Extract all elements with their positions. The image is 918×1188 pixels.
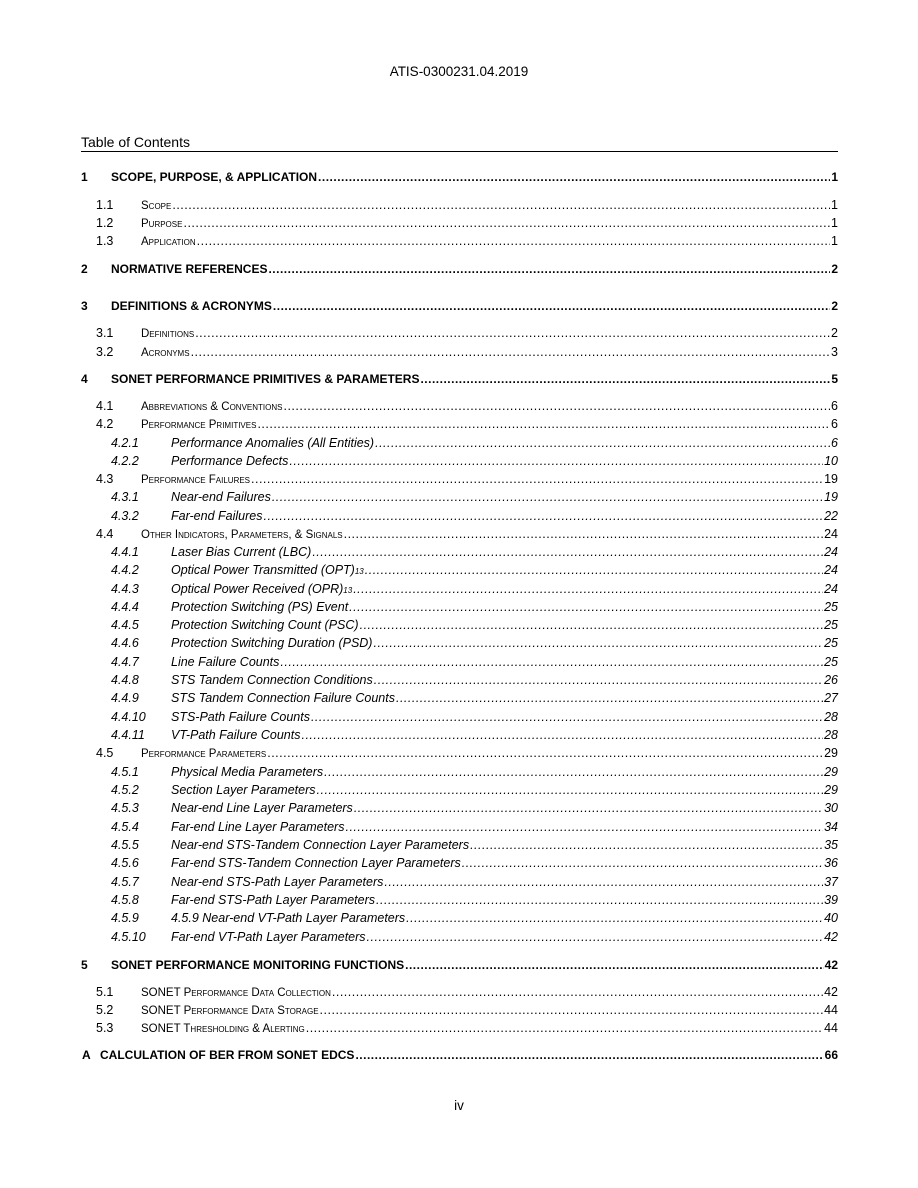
dot-leader [267, 746, 823, 760]
toc-entry[interactable]: 4.4.2 Optical Power Transmitted (OPT) 13 ..... 24 [81, 563, 838, 581]
toc-entry-title: NORMATIVE REFERENCES [111, 262, 268, 276]
dot-leader [420, 372, 830, 386]
toc-entry[interactable] [81, 820, 838, 838]
toc-entry[interactable] [81, 509, 838, 527]
toc-entry[interactable] [81, 911, 838, 929]
toc-entry-number: 1.3 [96, 234, 114, 248]
dot-leader [251, 472, 823, 486]
toc-entry[interactable] [81, 326, 838, 344]
dot-leader [344, 527, 823, 541]
dot-leader [268, 262, 830, 276]
toc-entry-page: 35 [824, 838, 838, 852]
toc-entry-number: 4.4.8 [111, 673, 139, 687]
toc-entry[interactable] [81, 691, 838, 709]
toc-entry-page: 28 [824, 710, 838, 724]
toc-entry-title: Purpose [141, 218, 183, 230]
toc-entry-page: 39 [824, 893, 838, 907]
dot-leader [280, 655, 823, 669]
toc-entry-page: 44 [824, 1021, 838, 1035]
toc-entry-number: 4.2.2 [111, 454, 139, 468]
toc-entry[interactable] [81, 1003, 838, 1021]
toc-entry-title: SONET Thresholding & Alerting [141, 1023, 305, 1035]
toc-entry-page: 29 [824, 765, 838, 779]
dot-leader [272, 490, 823, 504]
toc-entry-number: 4.3.2 [111, 509, 139, 523]
toc-entry[interactable] [81, 801, 838, 819]
toc-entry[interactable] [81, 545, 838, 563]
dot-leader [360, 618, 824, 632]
toc-entry-number: 4.2 [96, 417, 114, 431]
toc-entry-number: 2 [81, 262, 88, 276]
toc-entry-page: 25 [824, 618, 838, 632]
toc-entry-number: 4.5.1 [111, 765, 139, 779]
toc-entry-title: STS Tandem Connection Failure Counts [171, 691, 395, 705]
toc-entry-page: 24 [824, 545, 838, 559]
toc-entry-page: 42 [824, 958, 838, 972]
toc-entry-number: 4.3 [96, 472, 114, 486]
toc-title: Table of Contents [81, 134, 838, 152]
toc-entry-page: 24 [824, 582, 838, 596]
toc-entry[interactable] [81, 958, 838, 976]
dot-leader [384, 875, 823, 889]
toc-entry-page: 1 [831, 234, 838, 248]
toc-entry-page: 66 [824, 1048, 838, 1062]
toc-entry-page: 30 [824, 801, 838, 815]
dot-leader [406, 911, 823, 925]
toc-entry-title: Section Layer Parameters [171, 783, 316, 797]
toc-entry-title: Far-end Failures [171, 509, 263, 523]
toc-entry-title: Optical Power Transmitted (OPT) [171, 563, 355, 577]
toc-entry-number: 4.4.10 [111, 710, 146, 724]
dot-leader [317, 783, 824, 797]
toc-entry-title: Protection Switching Duration (PSD) [171, 636, 373, 650]
toc-entry-page: 42 [824, 930, 838, 944]
toc-entry-number: 4.4.7 [111, 655, 139, 669]
dot-leader [354, 801, 823, 815]
dot-leader [367, 930, 824, 944]
toc-entry-page: 36 [824, 856, 838, 870]
toc-entry-number: 5.2 [96, 1003, 114, 1017]
dot-leader [263, 509, 823, 523]
toc-entry-number: 4.4.11 [111, 728, 145, 742]
toc-entry[interactable] [81, 636, 838, 654]
toc-entry-number: 4.4.4 [111, 600, 139, 614]
dot-leader [470, 838, 823, 852]
toc-entry-page: 10 [824, 454, 838, 468]
dot-leader [345, 820, 823, 834]
toc-entry-page: 24 [824, 527, 838, 541]
dot-leader [373, 636, 823, 650]
dot-leader [396, 691, 823, 705]
toc-entry-page: 26 [824, 673, 838, 687]
toc-entry-number: A [82, 1048, 91, 1062]
toc-entry-number: 1 [81, 170, 88, 184]
toc-entry-title: Optical Power Received (OPR) [171, 582, 344, 596]
toc-entry-number: 4.5.7 [111, 875, 139, 889]
toc-entry-page: 29 [824, 746, 838, 760]
toc-entry-title: Other Indicators, Parameters, & Signals [141, 529, 343, 541]
toc-entry-page: 6 [831, 417, 838, 431]
toc-entry-number: 3.2 [96, 345, 114, 359]
toc-entry-title: Abbreviations & Conventions [141, 401, 283, 413]
toc-entry-title: Near-end STS-Tandem Connection Layer Parameters [171, 838, 470, 852]
dot-leader [405, 958, 824, 972]
toc-entry-title: Near-end Line Layer Parameters [171, 801, 353, 815]
document-header: ATIS-0300231.04.2019 [389, 64, 529, 79]
toc-entry-number: 5.3 [96, 1021, 114, 1035]
toc-entry-number: 4.5.9 [111, 911, 139, 925]
toc-entry[interactable] [81, 783, 838, 801]
toc-entry-title: Performance Defects [171, 454, 289, 468]
dot-leader [349, 600, 823, 614]
toc-entry-page: 1 [831, 198, 838, 212]
toc-entry-number: 4.4.3 [111, 582, 139, 596]
toc-entry-title: Performance Anomalies (All Entities) [171, 436, 375, 450]
dot-leader [320, 1003, 824, 1017]
toc-entry-page: 2 [831, 262, 838, 276]
toc-entry-number: 4.5.8 [111, 893, 139, 907]
toc-entry[interactable] [81, 198, 838, 216]
toc-entry-title: Definitions [141, 328, 195, 340]
toc-entry-number: 4.1 [96, 399, 114, 413]
dot-leader [197, 234, 830, 248]
toc-entry[interactable] [81, 856, 838, 874]
toc-entry-title: STS Tandem Connection Conditions [171, 673, 373, 687]
toc-entry-page: 40 [824, 911, 838, 925]
toc-entry[interactable] [81, 985, 838, 1003]
toc-entry[interactable] [81, 527, 838, 545]
toc-entry-number: 4.5.5 [111, 838, 139, 852]
toc-entry[interactable] [81, 1048, 838, 1066]
toc-entry-title: Performance Primitives [141, 419, 257, 431]
toc-entry[interactable]: 4.4.3 Optical Power Received (OPR) 13 ..... 24 [81, 582, 838, 600]
toc-entry-title: SONET PERFORMANCE MONITORING FUNCTIONS [111, 958, 405, 972]
toc-entry-title: Performance Parameters [141, 748, 267, 760]
toc-entry-page: 19 [824, 472, 838, 486]
toc-entry-title: Far-end STS-Path Layer Parameters [171, 893, 376, 907]
toc-entry-title: Protection Switching (PS) Event [171, 600, 349, 614]
toc-entry-title: 4.5.9 Near-end VT-Path Layer Parameters [171, 911, 406, 925]
toc-entry-title: SONET Performance Data Storage [141, 1005, 319, 1017]
toc-entry[interactable] [81, 417, 838, 435]
toc-entry-page: 37 [824, 875, 838, 889]
toc-entry[interactable] [81, 399, 838, 417]
toc-entry-page: 28 [824, 728, 838, 742]
toc-entry-number: 5 [81, 958, 88, 972]
toc-entry[interactable] [81, 490, 838, 508]
toc-entry-title: SONET Performance Data Collection [141, 987, 331, 999]
toc-entry-page: 6 [831, 436, 838, 450]
toc-entry[interactable] [81, 618, 838, 636]
toc-entry-number: 4 [81, 372, 88, 386]
toc-entry-page: 42 [824, 985, 838, 999]
toc-entry-number: 4.5 [96, 746, 114, 760]
toc-entry-title: Protection Switching Count (PSC) [171, 618, 359, 632]
toc-entry-page: 22 [824, 509, 838, 523]
dot-leader [172, 198, 830, 212]
toc-entry-number: 4.5.10 [111, 930, 146, 944]
toc-entry-title: VT-Path Failure Counts [171, 728, 301, 742]
toc-entry-page: 2 [831, 299, 838, 313]
toc-entry[interactable] [81, 930, 838, 948]
toc-entry-title: Line Failure Counts [171, 655, 280, 669]
dot-leader [273, 299, 830, 313]
toc-entry[interactable] [81, 345, 838, 363]
dot-leader [301, 728, 823, 742]
toc-entry-title: Application [141, 236, 196, 248]
toc-entry-page: 6 [831, 399, 838, 413]
dot-leader [355, 1048, 823, 1062]
toc-entry[interactable] [81, 710, 838, 728]
dot-leader [183, 216, 830, 230]
toc-entry[interactable] [81, 372, 838, 390]
toc-entry-page: 25 [824, 636, 838, 650]
toc-entry-title: CALCULATION OF BER FROM SONET EDCS [100, 1048, 355, 1062]
toc-entry-page: 24 [824, 563, 838, 577]
toc-entry-title: Far-end Line Layer Parameters [171, 820, 345, 834]
toc-entry-title: Far-end STS-Tandem Connection Layer Parameters [171, 856, 461, 870]
toc-entry-number: 4.4.6 [111, 636, 139, 650]
toc-entry-number: 3 [81, 299, 88, 313]
toc-entry[interactable] [81, 746, 838, 764]
toc-entry[interactable] [81, 875, 838, 893]
toc-entry[interactable] [81, 600, 838, 618]
toc-entry-page: 44 [824, 1003, 838, 1017]
toc-entry-page: 2 [831, 326, 838, 340]
toc-entry-number: 4.4.9 [111, 691, 139, 705]
dot-leader [195, 326, 830, 340]
toc-entry-number: 5.1 [96, 985, 114, 999]
toc-entry-title: Performance Failures [141, 474, 251, 486]
toc-entry-title: Physical Media Parameters [171, 765, 324, 779]
toc-entry[interactable] [81, 299, 838, 317]
toc-entry-number: 4.5.4 [111, 820, 139, 834]
toc-entry[interactable] [81, 1021, 838, 1039]
toc-entry-page: 34 [824, 820, 838, 834]
dot-leader [353, 582, 823, 596]
toc-entry-number: 3.1 [96, 326, 114, 340]
toc-entry-number: 4.4.2 [111, 563, 139, 577]
toc-entry-page: 5 [831, 372, 838, 386]
toc-entry-number: 4.3.1 [111, 490, 139, 504]
toc-entry[interactable] [81, 454, 838, 472]
dot-leader [374, 673, 823, 687]
dot-leader [324, 765, 823, 779]
toc-entry-page: 1 [831, 170, 838, 184]
toc-entry-number: 4.5.2 [111, 783, 139, 797]
toc-entry-title: SONET PERFORMANCE PRIMITIVES & PARAMETERS [111, 372, 420, 386]
dot-leader [191, 345, 830, 359]
dot-leader [375, 436, 830, 450]
toc-entry-title: Acronyms [141, 347, 190, 359]
dot-leader [311, 710, 823, 724]
toc-entry-number: 4.4.5 [111, 618, 139, 632]
toc-entry-title: DEFINITIONS & ACRONYMS [111, 299, 272, 313]
toc-entry[interactable] [81, 472, 838, 490]
toc-entry-title: Scope [141, 200, 172, 212]
toc-entry-number: 1.2 [96, 216, 114, 230]
toc-entry-number: 4.4.1 [111, 545, 139, 559]
dot-leader [376, 893, 823, 907]
toc-entry[interactable] [81, 673, 838, 691]
toc-entry-title: STS-Path Failure Counts [171, 710, 310, 724]
toc-entry[interactable] [81, 655, 838, 673]
toc-entry-page: 25 [824, 655, 838, 669]
toc-entry[interactable] [81, 893, 838, 911]
toc-entry[interactable] [81, 728, 838, 746]
toc-entry[interactable] [81, 170, 838, 188]
page-number: iv [454, 1098, 464, 1113]
toc-entry-page: 29 [824, 783, 838, 797]
toc-entry[interactable] [81, 262, 838, 280]
toc-entry-title: Near-end Failures [171, 490, 271, 504]
toc-entry-title: Far-end VT-Path Layer Parameters [171, 930, 366, 944]
dot-leader [462, 856, 823, 870]
dot-leader [306, 1021, 823, 1035]
toc-entry-page: 27 [824, 691, 838, 705]
toc-entry-page: 19 [824, 490, 838, 504]
dot-leader [365, 563, 823, 577]
toc-entry-number: 4.5.3 [111, 801, 139, 815]
toc-entry-title: Laser Bias Current (LBC) [171, 545, 312, 559]
toc-entry[interactable] [81, 838, 838, 856]
toc-entry[interactable] [81, 765, 838, 783]
toc-entry-page: 3 [831, 345, 838, 359]
toc-entry-number: 4.2.1 [111, 436, 139, 450]
toc-entry-title: Near-end STS-Path Layer Parameters [171, 875, 384, 889]
dot-leader [283, 399, 830, 413]
dot-leader [332, 985, 823, 999]
toc-entry[interactable] [81, 234, 838, 252]
toc-entry-page: 1 [831, 216, 838, 230]
dot-leader [257, 417, 830, 431]
toc-entry[interactable] [81, 216, 838, 234]
toc-entry-title: SCOPE, PURPOSE, & APPLICATION [111, 170, 318, 184]
dot-leader [312, 545, 823, 559]
toc-entry-number: 4.5.6 [111, 856, 139, 870]
dot-leader [289, 454, 823, 468]
toc-entry-page: 25 [824, 600, 838, 614]
toc-entry-number: 4.4 [96, 527, 114, 541]
dot-leader [318, 170, 830, 184]
toc-entry[interactable] [81, 436, 838, 454]
toc-entry-number: 1.1 [96, 198, 114, 212]
